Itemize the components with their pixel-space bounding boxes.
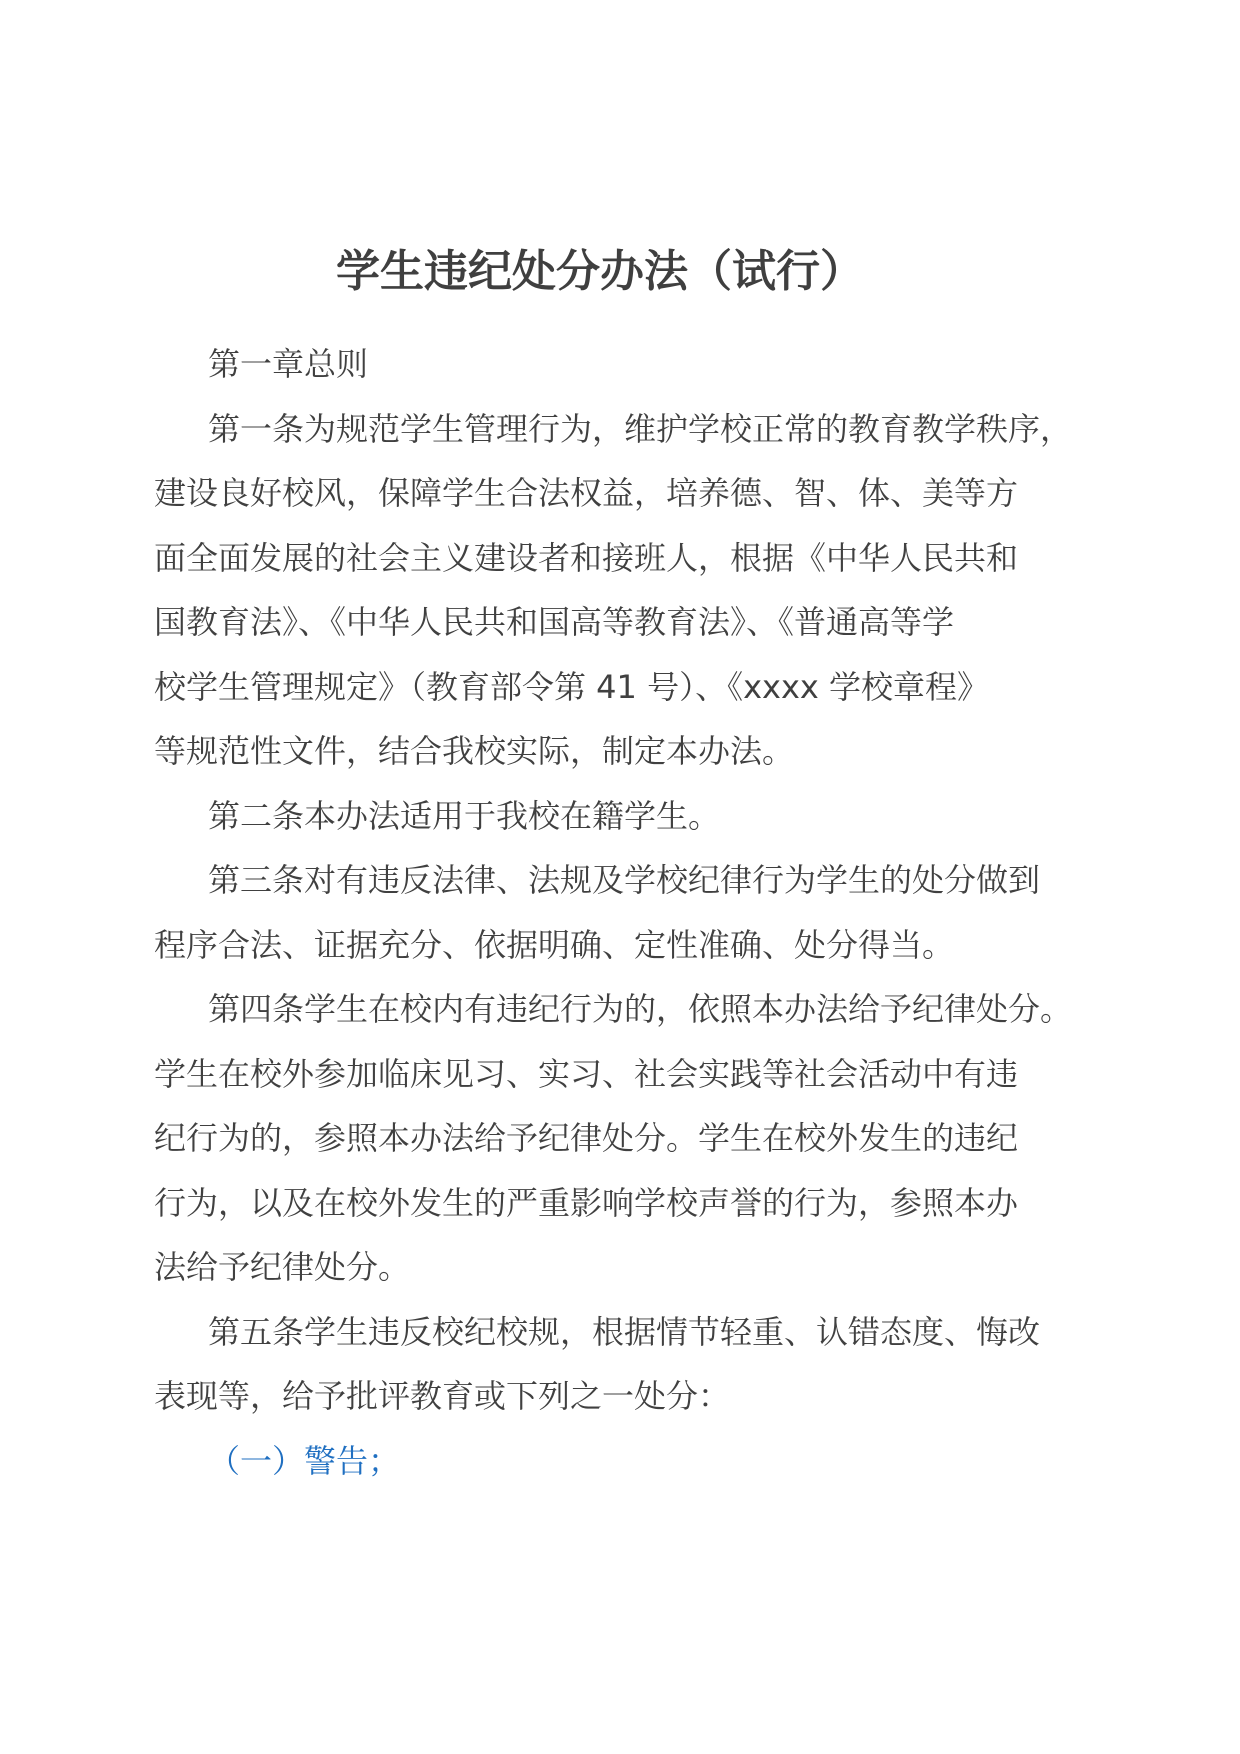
text-line: （一）警告； <box>208 1441 401 1480</box>
chapter-heading <box>154 332 1114 397</box>
text-line: 国教育法》、《中华人民共和国高等教育法》、《普通高等学 <box>154 603 955 641</box>
document-title: 学生违纪处分办法（试行） <box>336 246 864 297</box>
text-line: 校学生管理规定》（教育部令第 41 号）、《xxxx 学校章程》 <box>154 667 989 706</box>
text-line: 法给予纪律处分。 <box>154 1248 411 1286</box>
text-line: 第一章总则 <box>208 345 369 383</box>
text-line: 行为，以及在校外发生的严重影响学校声誉的行为，参照本办 <box>154 1183 1019 1222</box>
text-line: 程序合法、证据充分、依据明确、定性准确、处分得当。 <box>154 925 955 964</box>
list-item-warning <box>154 1429 1114 1494</box>
article-1 <box>154 397 1114 784</box>
text-line: 面全面发展的社会主义建设者和接班人，根据《中华人民共和 <box>154 538 1019 577</box>
article-5 <box>154 1300 1114 1429</box>
article-3 <box>154 848 1114 977</box>
article-4 <box>154 977 1114 1300</box>
text-line: 纪行为的，参照本办法给予纪律处分。学生在校外发生的违纪 <box>154 1119 1019 1157</box>
text-line: 表现等，给予批评教育或下列之一处分： <box>154 1377 731 1415</box>
text-line: 学生在校外参加临床见习、实习、社会实践等社会活动中有违 <box>154 1054 1019 1093</box>
document-body <box>154 332 1114 1493</box>
text-line: 第二条本办法适用于我校在籍学生。 <box>208 796 721 835</box>
text-line: 第五条学生违反校纪校规，根据情节轻重、认错态度、悔改 <box>208 1312 1041 1351</box>
text-line: 第三条对有违反法律、法规及学校纪律行为学生的处分做到 <box>208 861 1041 899</box>
text-line: 建设良好校风，保障学生合法权益，培养德、智、体、美等方 <box>154 474 1019 512</box>
article-2 <box>154 784 1114 849</box>
text-line: 等规范性文件，结合我校实际，制定本办法。 <box>154 732 795 770</box>
text-line: 第一条为规范学生管理行为，维护学校正常的教育教学秩序， <box>208 409 1073 448</box>
text-line: 第四条学生在校内有违纪行为的，依照本办法给予纪律处分。 <box>208 990 1073 1028</box>
